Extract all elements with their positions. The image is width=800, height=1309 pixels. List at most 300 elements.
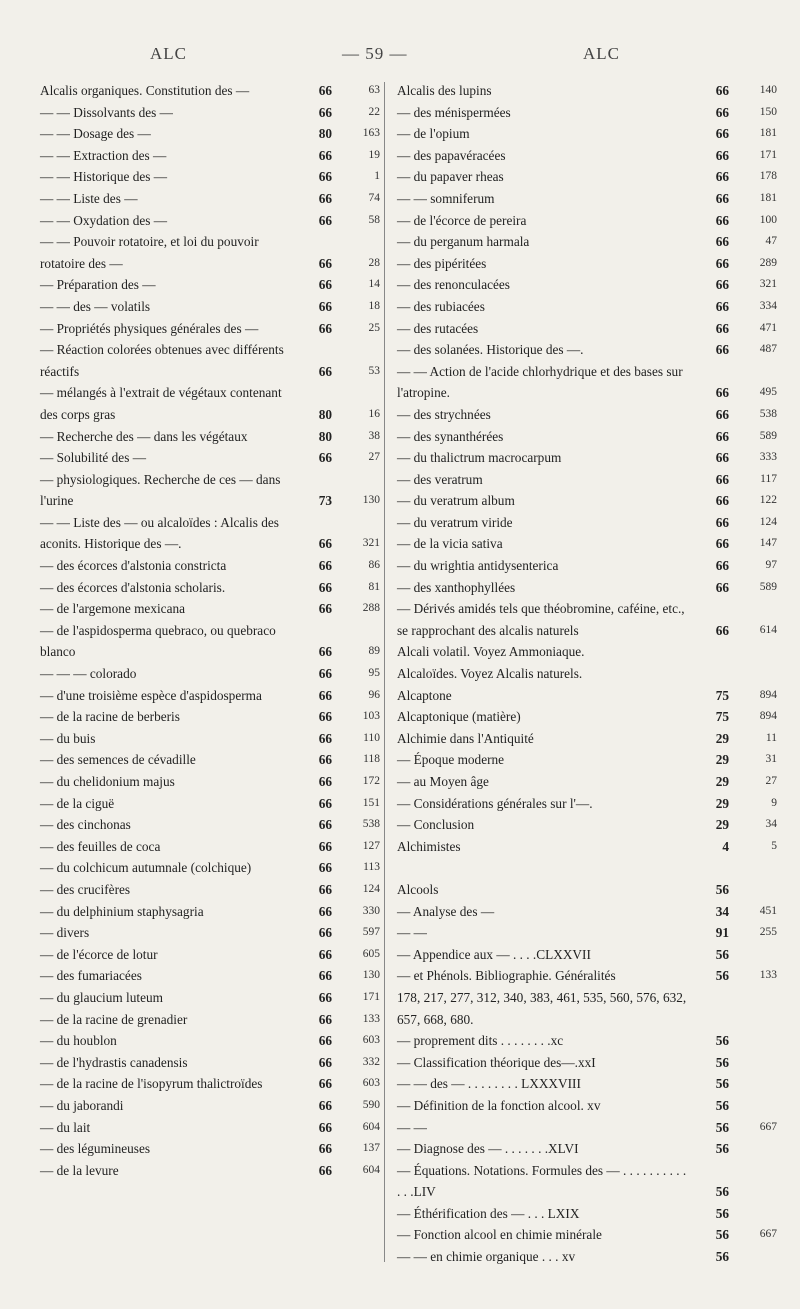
index-entry bbox=[397, 1030, 777, 1052]
entry-text: — du perganum harmala bbox=[397, 234, 530, 250]
entry-volume: 66 bbox=[715, 428, 729, 444]
entry-page: 667 bbox=[759, 1228, 777, 1241]
entry-volume: 66 bbox=[715, 83, 729, 98]
entry-text: — physiologiques. Recherche de ces — dans l'urine bbox=[40, 471, 281, 509]
entry-text: — Éthérification des — . . . LXIX bbox=[397, 1205, 580, 1221]
entry-volume: 66 bbox=[715, 147, 729, 163]
entry-volume: 56 bbox=[715, 1076, 729, 1092]
entry-text: — — Historique des — bbox=[40, 169, 168, 185]
entry-volume: 56 bbox=[715, 1184, 729, 1200]
entry-page: 603 bbox=[362, 1077, 380, 1090]
right-column bbox=[397, 80, 777, 1268]
index-entry bbox=[40, 1138, 380, 1160]
entry-page: 38 bbox=[368, 429, 380, 442]
entry-volume: 66 bbox=[715, 320, 729, 336]
entry-page: 330 bbox=[362, 904, 380, 917]
entry-volume: 56 bbox=[715, 1205, 729, 1221]
entry-text: — des papavéracées bbox=[397, 147, 506, 163]
entry-text: — des veratrum bbox=[397, 471, 483, 487]
index-entry bbox=[40, 80, 380, 102]
entry-page: 19 bbox=[368, 148, 380, 161]
entry-volume: 66 bbox=[318, 860, 332, 876]
index-entry bbox=[397, 533, 777, 555]
entry-volume: 80 bbox=[318, 428, 332, 444]
entry-text: — du wrightia antidysenterica bbox=[397, 558, 559, 574]
entry-page: 538 bbox=[759, 407, 777, 420]
entry-text: — Considérations générales sur l'—. bbox=[397, 795, 593, 811]
entry-page: 332 bbox=[362, 1055, 380, 1068]
index-entry bbox=[40, 685, 380, 707]
entry-text: 178, 217, 277, 312, 340, 383, 461, 535, 560, 576, 632, 657, 668, 680. bbox=[397, 989, 687, 1027]
index-entry bbox=[40, 1009, 380, 1031]
index-entry bbox=[397, 145, 777, 167]
entry-page: 894 bbox=[759, 688, 777, 701]
entry-page: 97 bbox=[765, 559, 777, 572]
entry-volume: 66 bbox=[318, 298, 332, 314]
entry-volume: 66 bbox=[318, 601, 332, 617]
index-entry bbox=[397, 1138, 777, 1160]
entry-volume: 56 bbox=[715, 1097, 729, 1113]
entry-volume: 66 bbox=[715, 450, 729, 466]
entry-text: — — Pouvoir rotatoire, et loi du pouvoir rotatoire des — bbox=[40, 234, 259, 271]
entry-page: 63 bbox=[368, 84, 380, 96]
index-entry bbox=[40, 749, 380, 771]
entry-volume: 66 bbox=[318, 730, 332, 746]
entry-page: 471 bbox=[759, 321, 777, 334]
index-entry bbox=[40, 944, 380, 966]
index-entry bbox=[397, 404, 777, 426]
entry-page: 18 bbox=[368, 299, 380, 312]
index-entry bbox=[397, 447, 777, 469]
entry-volume: 66 bbox=[715, 385, 729, 401]
entry-page: 178 bbox=[759, 170, 777, 183]
entry-page: 171 bbox=[362, 990, 380, 1003]
entry-volume: 66 bbox=[318, 190, 332, 206]
index-entry bbox=[40, 965, 380, 987]
index-entry bbox=[40, 210, 380, 232]
entry-page: 53 bbox=[368, 364, 380, 377]
index-entry bbox=[397, 296, 777, 318]
entry-text: — Dérivés amidés tels que théobromine, caféine, etc., se rapprochant des alcalis naturels bbox=[397, 601, 685, 638]
entry-page: 894 bbox=[759, 710, 777, 723]
entry-volume: 66 bbox=[318, 83, 332, 98]
entry-text: — Équations. Notations. Formules des — . . . . . . . . . . . . .LIV bbox=[397, 1162, 687, 1200]
entry-text: — de la levure bbox=[40, 1162, 119, 1178]
entry-text: — de l'écorce de pereira bbox=[397, 212, 527, 228]
index-entry bbox=[40, 620, 380, 663]
index-entry bbox=[40, 512, 380, 555]
entry-volume: 56 bbox=[715, 1119, 729, 1135]
entry-text: — des rutacées bbox=[397, 320, 479, 336]
entry-page: 147 bbox=[759, 537, 777, 550]
entry-text: — des renonculacées bbox=[397, 277, 510, 293]
entry-text: — du buis bbox=[40, 730, 96, 746]
entry-volume: 66 bbox=[318, 104, 332, 120]
index-entry bbox=[40, 555, 380, 577]
entry-page: 89 bbox=[368, 645, 380, 658]
entry-volume: 56 bbox=[715, 1033, 729, 1049]
entry-text: — au Moyen âge bbox=[397, 774, 489, 789]
entry-volume: 66 bbox=[715, 234, 729, 250]
entry-text: — Conclusion bbox=[397, 817, 475, 833]
entry-volume: 56 bbox=[715, 946, 729, 962]
entry-page: 124 bbox=[759, 515, 777, 528]
entry-page: 5 bbox=[771, 839, 777, 852]
entry-text: — Propriétés physiques générales des — bbox=[40, 320, 259, 336]
index-entry bbox=[40, 663, 380, 685]
index-entry bbox=[397, 1073, 777, 1095]
index-entry bbox=[397, 512, 777, 534]
entry-volume: 66 bbox=[318, 925, 332, 941]
entry-volume: 66 bbox=[715, 493, 729, 509]
entry-page: 289 bbox=[759, 256, 777, 269]
entry-text: — des solanées. Historique des —. bbox=[397, 342, 584, 358]
index-entry bbox=[40, 836, 380, 858]
index-entry bbox=[397, 188, 777, 210]
entry-volume: 66 bbox=[318, 774, 332, 789]
entry-volume: 66 bbox=[318, 1141, 332, 1157]
index-entry bbox=[40, 814, 380, 836]
index-entry bbox=[40, 1073, 380, 1095]
entry-page: 103 bbox=[362, 710, 380, 723]
entry-volume: 66 bbox=[715, 558, 729, 574]
entry-text: — d'une troisième espèce d'aspidosperma bbox=[40, 687, 262, 703]
entry-text: Alcali volatil. Voyez Ammoniaque. bbox=[397, 644, 585, 660]
entry-volume: 66 bbox=[318, 903, 332, 919]
entry-volume: 56 bbox=[715, 1227, 729, 1243]
entry-text: — — Dosage des — bbox=[40, 126, 151, 142]
index-entry bbox=[40, 577, 380, 599]
index-entry bbox=[397, 210, 777, 232]
entry-volume: 66 bbox=[715, 277, 729, 293]
entry-text: — de l'hydrastis canadensis bbox=[40, 1054, 188, 1070]
entry-volume: 66 bbox=[715, 169, 729, 185]
entry-volume: 66 bbox=[715, 126, 729, 142]
entry-page: 34 bbox=[765, 818, 777, 831]
entry-text: — mélangés à l'extrait de végétaux contenant des corps gras bbox=[40, 385, 282, 422]
entry-volume: 66 bbox=[318, 1033, 332, 1049]
entry-page: 58 bbox=[368, 213, 380, 226]
entry-volume: 29 bbox=[715, 774, 729, 789]
index-entry bbox=[40, 318, 380, 340]
entry-text: — Recherche des — dans les végétaux bbox=[40, 428, 248, 444]
entry-text: Alcaptone bbox=[397, 687, 452, 703]
entry-page: 110 bbox=[363, 731, 380, 744]
entry-text: — — somniferum bbox=[397, 190, 495, 206]
index-entry bbox=[40, 296, 380, 318]
entry-text: — de l'écorce de lotur bbox=[40, 946, 158, 962]
header-left: ALC bbox=[150, 44, 187, 63]
entry-volume: 56 bbox=[715, 881, 729, 897]
entry-text: — des écorces d'alstonia constricta bbox=[40, 558, 227, 574]
index-entry bbox=[397, 987, 777, 1030]
entry-page: 130 bbox=[362, 969, 380, 982]
entry-volume: 29 bbox=[715, 817, 729, 833]
entry-text: — de la vicia sativa bbox=[397, 536, 503, 552]
entry-volume: 80 bbox=[318, 126, 332, 142]
column-divider bbox=[384, 82, 385, 1262]
index-entry bbox=[40, 922, 380, 944]
entry-page: 181 bbox=[759, 191, 777, 204]
index-entry bbox=[397, 706, 777, 728]
index-entry bbox=[40, 728, 380, 750]
index-entry bbox=[397, 80, 777, 102]
entry-volume: 66 bbox=[318, 558, 332, 574]
entry-text: — du veratrum viride bbox=[397, 514, 513, 530]
entry-volume: 66 bbox=[715, 104, 729, 120]
entry-page: 333 bbox=[759, 451, 777, 464]
index-entry bbox=[40, 1095, 380, 1117]
entry-volume: 66 bbox=[318, 989, 332, 1005]
entry-volume: 66 bbox=[318, 838, 332, 854]
index-entry bbox=[397, 339, 777, 361]
entry-page: 171 bbox=[759, 148, 777, 161]
entry-page: 604 bbox=[362, 1163, 380, 1176]
entry-volume: 66 bbox=[318, 1011, 332, 1027]
entry-volume: 66 bbox=[715, 579, 729, 595]
entry-volume: 66 bbox=[318, 579, 332, 595]
index-entry bbox=[40, 188, 380, 210]
index-entry bbox=[397, 426, 777, 448]
entry-page: 28 bbox=[368, 256, 380, 269]
index-entry bbox=[397, 922, 777, 944]
entry-volume: 73 bbox=[318, 493, 332, 509]
entry-volume: 66 bbox=[318, 147, 332, 163]
entry-volume: 80 bbox=[318, 406, 332, 422]
entry-volume: 56 bbox=[715, 968, 729, 984]
entry-volume: 66 bbox=[318, 363, 332, 379]
entry-volume: 66 bbox=[715, 212, 729, 228]
entry-page: 133 bbox=[759, 969, 777, 982]
entry-volume: 66 bbox=[318, 709, 332, 725]
index-entry bbox=[40, 145, 380, 167]
entry-page: 27 bbox=[765, 775, 777, 787]
entry-text: — — Dissolvants des — bbox=[40, 104, 173, 120]
entry-text: — des pipéritées bbox=[397, 255, 487, 271]
entry-volume: 66 bbox=[318, 968, 332, 984]
entry-volume: 75 bbox=[715, 687, 729, 703]
entry-page: 495 bbox=[759, 386, 777, 399]
entry-volume: 66 bbox=[715, 342, 729, 358]
entry-text: — — des — volatils bbox=[40, 298, 151, 314]
entry-text: — des feuilles de coca bbox=[40, 838, 161, 854]
entry-page: 288 bbox=[362, 602, 380, 615]
index-entry bbox=[397, 1052, 777, 1074]
index-entry bbox=[40, 857, 380, 879]
entry-volume: 66 bbox=[715, 622, 729, 638]
entry-text: — — Oxydation des — bbox=[40, 212, 168, 228]
index-entry bbox=[397, 166, 777, 188]
index-entry bbox=[397, 1246, 777, 1268]
index-entry bbox=[40, 102, 380, 124]
running-header bbox=[150, 44, 620, 66]
entry-volume: 66 bbox=[318, 795, 332, 811]
entry-text: — du jaborandi bbox=[40, 1097, 124, 1113]
entry-page: 255 bbox=[759, 926, 777, 939]
entry-text: — de la racine de berberis bbox=[40, 709, 180, 725]
entry-text: — Préparation des — bbox=[40, 277, 156, 293]
entry-page: 589 bbox=[759, 580, 777, 593]
entry-volume: 66 bbox=[318, 946, 332, 962]
entry-page: 22 bbox=[368, 105, 380, 118]
entry-text: — du thalictrum macrocarpum bbox=[397, 450, 562, 466]
entry-text: — des légumineuses bbox=[40, 1141, 151, 1157]
entry-text: — de l'argemone mexicana bbox=[40, 601, 186, 617]
entry-volume: 29 bbox=[715, 730, 729, 746]
entry-text: — des écorces d'alstonia scholaris. bbox=[40, 579, 226, 595]
entry-text: — Solubilité des — bbox=[40, 450, 147, 466]
entry-page: 321 bbox=[362, 537, 380, 550]
entry-page: 597 bbox=[362, 926, 380, 939]
entry-page: 151 bbox=[362, 796, 380, 809]
entry-page: 590 bbox=[362, 1098, 380, 1111]
entry-text: — Fonction alcool en chimie minérale bbox=[397, 1227, 602, 1243]
index-entry bbox=[40, 274, 380, 296]
entry-page: 96 bbox=[368, 688, 380, 701]
entry-text: — — Liste des — ou alcaloïdes : Alcalis des aconits. Historique des —. bbox=[40, 514, 279, 552]
index-entry bbox=[397, 641, 777, 663]
entry-page: 604 bbox=[362, 1120, 380, 1133]
entry-volume: 66 bbox=[715, 298, 729, 314]
entry-page: 614 bbox=[759, 623, 777, 636]
index-entry bbox=[397, 490, 777, 512]
entry-text: — — bbox=[397, 1119, 427, 1135]
entry-volume: 66 bbox=[318, 1162, 332, 1178]
index-entry bbox=[40, 987, 380, 1009]
entry-text: — des crucifères bbox=[40, 881, 131, 897]
entry-page: 16 bbox=[368, 407, 380, 420]
entry-text: — du chelidonium majus bbox=[40, 774, 175, 789]
entry-page: 589 bbox=[759, 429, 777, 442]
entry-page: 130 bbox=[362, 494, 380, 507]
entry-page: 140 bbox=[759, 84, 777, 96]
entry-page: 81 bbox=[368, 580, 380, 593]
entry-text: — de la racine de l'isopyrum thalictroïdes bbox=[40, 1076, 263, 1092]
entry-text: — des rubiacées bbox=[397, 298, 485, 314]
entry-text: — Analyse des — bbox=[397, 903, 495, 919]
index-entry bbox=[397, 685, 777, 707]
entry-page: 172 bbox=[362, 775, 380, 787]
entry-volume: 66 bbox=[318, 450, 332, 466]
entry-text: Alcaloïdes. Voyez Alcalis naturels. bbox=[397, 666, 583, 682]
entry-text: — divers bbox=[40, 925, 90, 941]
entry-text: — Classification théorique des—.xxI bbox=[397, 1054, 596, 1070]
entry-page: 74 bbox=[368, 191, 380, 204]
entry-volume: 66 bbox=[715, 471, 729, 487]
entry-volume: 29 bbox=[715, 752, 729, 768]
entry-volume: 66 bbox=[318, 644, 332, 660]
entry-volume: 66 bbox=[318, 255, 332, 271]
index-entry bbox=[40, 231, 380, 274]
entry-volume: 66 bbox=[318, 277, 332, 293]
entry-volume: 66 bbox=[318, 666, 332, 682]
entry-text: — proprement dits . . . . . . . .xc bbox=[397, 1033, 564, 1049]
entry-text: Alcalis des lupins bbox=[397, 83, 492, 98]
entry-text: Alcaptonique (matière) bbox=[397, 709, 521, 725]
entry-text: — des fumariacées bbox=[40, 968, 142, 984]
index-entry bbox=[40, 879, 380, 901]
entry-volume: 75 bbox=[715, 709, 729, 725]
index-entry bbox=[397, 318, 777, 340]
entry-volume: 66 bbox=[318, 536, 332, 552]
index-entry bbox=[397, 836, 777, 858]
entry-text: — — Extraction des — bbox=[40, 147, 167, 163]
entry-text: — — Liste des — bbox=[40, 190, 138, 206]
entry-volume: 66 bbox=[318, 212, 332, 228]
entry-text: — des ménispermées bbox=[397, 104, 511, 120]
entry-page: 25 bbox=[368, 321, 380, 334]
index-entry bbox=[397, 814, 777, 836]
entry-volume: 66 bbox=[715, 255, 729, 271]
entry-text: Alcools bbox=[397, 881, 439, 897]
entry-page: 321 bbox=[759, 278, 777, 291]
entry-volume: 66 bbox=[318, 1119, 332, 1135]
index-entry bbox=[397, 944, 777, 966]
index-entry bbox=[40, 771, 380, 793]
entry-volume: 66 bbox=[318, 1054, 332, 1070]
index-entry bbox=[397, 1160, 777, 1203]
entry-volume: 66 bbox=[318, 817, 332, 833]
entry-page: 124 bbox=[362, 882, 380, 895]
entry-volume: 66 bbox=[715, 406, 729, 422]
entry-text: — Époque moderne bbox=[397, 752, 505, 768]
entry-page: 117 bbox=[760, 472, 777, 485]
index-entry bbox=[397, 901, 777, 923]
entry-text: — du houblon bbox=[40, 1033, 117, 1049]
entry-page: 11 bbox=[765, 731, 777, 744]
index-entry bbox=[40, 123, 380, 145]
index-entry bbox=[397, 274, 777, 296]
entry-text: Alcalis organiques. Constitution des — bbox=[40, 83, 250, 98]
entry-text: — de la racine de grenadier bbox=[40, 1011, 188, 1027]
entry-text: — des semences de cévadille bbox=[40, 752, 196, 768]
index-entry bbox=[397, 469, 777, 491]
entry-text: Alchimie dans l'Antiquité bbox=[397, 730, 534, 746]
index-entry bbox=[40, 447, 380, 469]
entry-page: 605 bbox=[362, 947, 380, 960]
entry-page: 137 bbox=[362, 1142, 380, 1155]
entry-page: 667 bbox=[759, 1120, 777, 1133]
entry-text: — du glaucium luteum bbox=[40, 989, 163, 1005]
index-entry bbox=[397, 771, 777, 793]
index-entry bbox=[397, 1203, 777, 1225]
entry-page: 86 bbox=[368, 559, 380, 572]
index-entry bbox=[40, 1052, 380, 1074]
index-entry bbox=[40, 382, 380, 425]
entry-page: 122 bbox=[759, 494, 777, 507]
entry-text: — du papaver rheas bbox=[397, 169, 504, 185]
index-entry bbox=[397, 793, 777, 815]
entry-text: — — Action de l'acide chlorhydrique et des bases sur l'atropine. bbox=[397, 363, 683, 401]
index-entry bbox=[40, 706, 380, 728]
entry-page: 113 bbox=[363, 861, 380, 874]
index-entry bbox=[40, 793, 380, 815]
index-entry bbox=[397, 749, 777, 771]
entry-page: 150 bbox=[759, 105, 777, 118]
entry-volume: 66 bbox=[318, 320, 332, 336]
page-number: — 59 — bbox=[342, 44, 408, 63]
entry-page: 14 bbox=[368, 278, 380, 291]
entry-page: 127 bbox=[362, 839, 380, 852]
index-entry bbox=[397, 598, 777, 641]
entry-page: 181 bbox=[759, 127, 777, 140]
entry-text: — — des — . . . . . . . . LXXXVIII bbox=[397, 1076, 581, 1092]
entry-text: — du lait bbox=[40, 1119, 91, 1135]
entry-text: — des xanthophyllées bbox=[397, 579, 516, 595]
index-entry bbox=[40, 1030, 380, 1052]
entry-page: 334 bbox=[759, 299, 777, 312]
entry-volume: 56 bbox=[715, 1054, 729, 1070]
